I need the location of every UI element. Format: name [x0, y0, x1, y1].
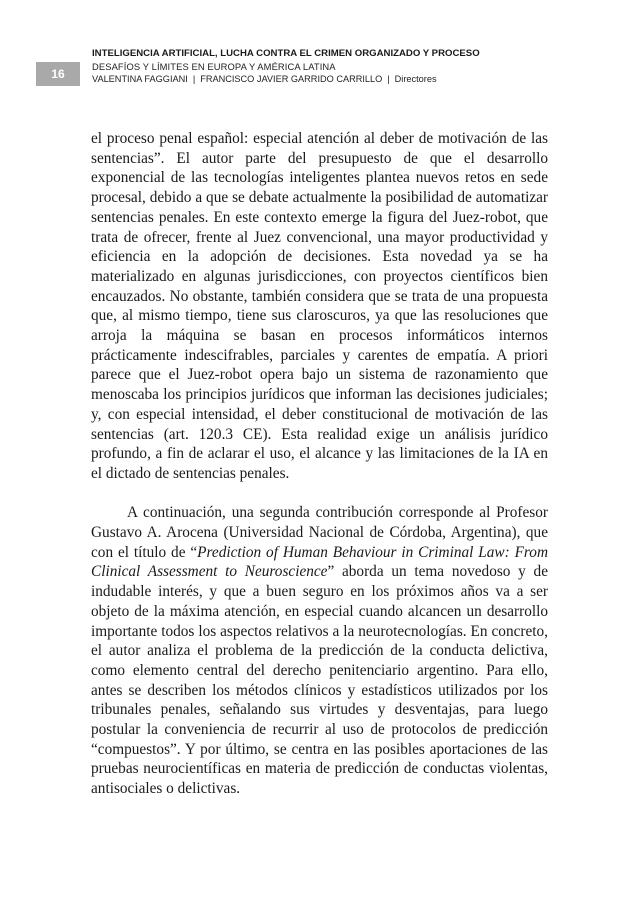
running-head [92, 47, 612, 86]
body-text [91, 129, 548, 799]
editor-name: FRANCISCO JAVIER GARRIDO CARRILLO [200, 74, 383, 84]
page-number: 16 [36, 62, 80, 86]
book-title: INTELIGENCIA ARTIFICIAL, LUCHA CONTRA EL CRIMEN ORGANIZADO Y PROCESO [92, 48, 480, 59]
paragraph-text: ” aborda un tema novedoso y de indudable interés, y que a buen seguro en los próximos años va a ser objeto de la máxima atención, en especial cuando alcancen un desarrollo importante todos los aspectos relativos a la neurotecnologías. En concreto, el autor analiza el problema de la predicción de la conducta delictiva, como elemento central del derecho penitenciario argentino. Para ello, antes se describen los métodos clínicos y estadísticos utilizados por los tribunales penales, señalando sus virtudes y desventajas, para luego postular la conveniencia de recurrir al uso de protocolos de predicción “compuestos”. Y por último, se centra en las posibles aportaciones de las pruebas neurocientíficas en materia de predicción de conductas violentas, antisociales o delictivas. [91, 563, 548, 798]
editors-line [92, 73, 612, 86]
editor-separator: | [192, 74, 196, 84]
paragraph: el proceso penal español: especial atención al deber de motivación de las sentencias”. El autor parte del presupuesto de que el desarrollo exponencial de las tecnologías inteligentes plantea nuevos retos en sede procesal, debido a que se debate actualmente la posibilidad de automatizar sentencias penales. En este contexto emerge la figura del Juez-robot, que trata de ofrecer, frente al Juez convencional, una mayor productividad y eficiencia en la adopción de decisiones. Esta novedad ya se ha materializado en algunas jurisdicciones, con proyectos científicos bien encauzados. No obstante, también considera que se trata de una propuesta que, al mismo tiempo, tiene sus claroscuros, ya que las resoluciones que arroja la máquina se basan en procesos informáticos internos prácticamente indescifrables, parciales y carentes de empatía. A priori parece que el Juez-robot opera bajo un sistema de razonamiento que menoscaba los principios jurídicos que informan las decisiones judiciales; y, con especial intensidad, el deber constitucional de motivación de las sentencias (art. 120.3 CE). Esta realidad exige un análisis jurídico profundo, a fin de aclarar el uso, el alcance y las limitaciones de la IA en el dictado de sentencias penales. [91, 130, 548, 482]
paragraph [91, 503, 548, 799]
cited-title: Prediction of Human Behaviour in Criminal Law: From Clinical Assessment to Neuroscience [91, 543, 548, 581]
editor-separator: | [387, 74, 390, 84]
paragraph-text: A continuación, una segunda contribución corresponde al Profesor Gustavo A. Arocena (Universidad Nacional de Córdoba, Argentina), que con el título de “ [91, 504, 548, 561]
editors-role: Directores [394, 74, 437, 84]
book-subtitle: DESAFÍOS Y LÍMITES EN EUROPA Y AMÉRICA LATINA [92, 61, 336, 72]
editor-name: VALENTINA FAGGIANI [92, 74, 188, 84]
